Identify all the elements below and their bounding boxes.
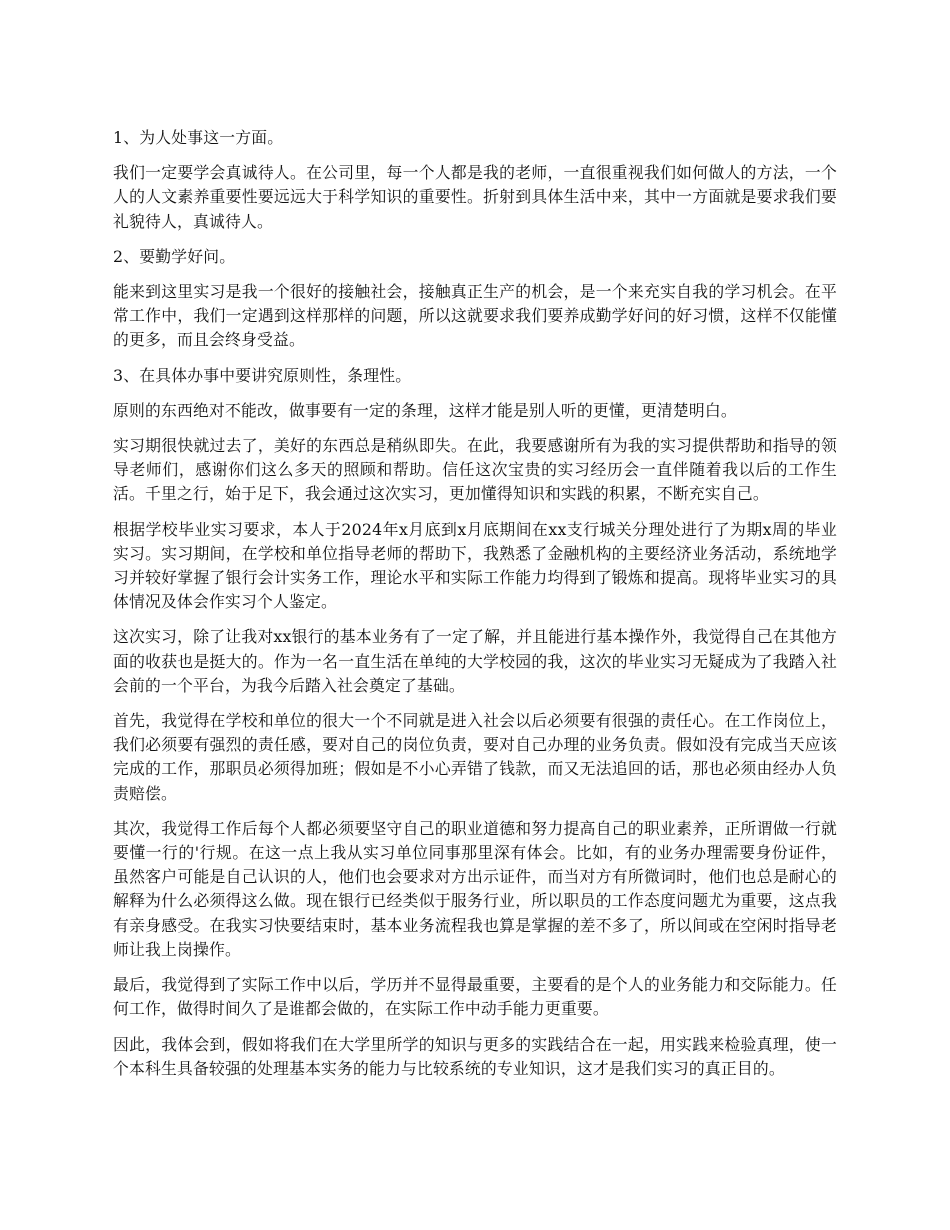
paragraph: 这次实习，除了让我对xx银行的基本业务有了一定了解，并且能进行基本操作外，我觉得自己在其他方面的收获也是挺大的。作为一名一直生活在单纯的大学校园的我，这次的毕业实习无疑成为了我踏入社会前的一个平台，为我今后踏入社会奠定了基础。 [113, 627, 837, 695]
paragraph: 实习期很快就过去了，美好的东西总是稍纵即失。在此，我要感谢所有为我的实习提供帮助和指导的领导老师们，感谢你们这么多天的照顾和帮助。信任这次宝贵的实习经历会一直伴随着我以后的工作生活。千里之行，始于足下，我会通过这次实习，更加懂得知识和实践的积累，不断充实自己。 [113, 436, 837, 504]
paragraph: 首先，我觉得在学校和单位的很大一个不同就是进入社会以后必须要有很强的责任心。在工作岗位上，我们必须要有强烈的责任感，要对自己的岗位负责，要对自己办理的业务负责。假如没有完成当天应该完成的工作，那职员必须得加班；假如是不小心弄错了钱款，而又无法追回的话，那也必须由经办人负责赔偿。 [113, 711, 837, 803]
paragraph: 原则的东西绝对不能改，做事要有一定的条理，这样才能是别人听的更懂，更清楚明白。 [113, 400, 737, 420]
paragraph: 根据学校毕业实习要求，本人于2024年x月底到x月底期间在xx支行城关分理处进行了为期x周的毕业实习。实习期间，在学校和单位指导老师的帮助下，我熟悉了金融机构的主要经济业务活动，系统地学习并较好掌握了银行会计实务工作，理论水平和实际工作能力均得到了锻炼和提高。现将毕业实习的具体情况及体会作实习个人鉴定。 [113, 519, 837, 612]
section-heading-2: 2、要勤学好问。 [113, 246, 236, 266]
document-body [113, 126, 837, 1092]
section-heading-1: 1、为人处事这一方面。 [113, 128, 284, 147]
paragraph: 能来到这里实习是我一个很好的接触社会，接触真正生产的机会，是一个来充实自我的学习机会。在平常工作中，我们一定遇到这样那样的问题，所以这就要求我们要养成勤学好问的好习惯，这样不仅能懂的更多，而且会终身受益。 [113, 282, 837, 350]
paragraph: 其次，我觉得工作后每个人都必须要坚守自己的职业道德和努力提高自己的职业素养，正所谓做一行就要懂一行的'行规。在这一点上我从实习单位同事那里深有体会。比如，有的业务办理需要身份证件，虽然客户可能是自己认识的人，他们也会要求对方出示证件，而当对方有所微词时，他们也总是耐心的解释为什么必须得这么做。现在银行已经类似于服务行业，所以职员的工作态度问题尤为重要，这点我有亲身感受。在我实习快要结束时，基本业务流程我也算是掌握的差不多了，所以间或在空闲时指导老师让我上岗操作。 [113, 818, 837, 959]
paragraph: 我们一定要学会真诚待人。在公司里，每一个人都是我的老师，一直很重视我们如何做人的方法，一个人的人文素养重要性要远远大于科学知识的重要性。折射到具体生活中来，其中一方面就是要求我们要礼貌待人，真诚待人。 [113, 163, 837, 231]
section-heading-3: 3、在具体办事中要讲究原则性，条理性。 [113, 365, 412, 385]
paragraph: 最后，我觉得到了实际工作中以后，学历并不显得最重要，主要看的是个人的业务能力和交际能力。任何工作，做得时间久了是谁都会做的，在实际工作中动手能力更重要。 [113, 975, 837, 1019]
paragraph: 因此，我体会到，假如将我们在大学里所学的知识与更多的实践结合在一起，用实践来检验真理，使一个本科生具备较强的处理基本实务的能力与比较系统的专业知识，这才是我们实习的真正目的。 [113, 1034, 837, 1078]
